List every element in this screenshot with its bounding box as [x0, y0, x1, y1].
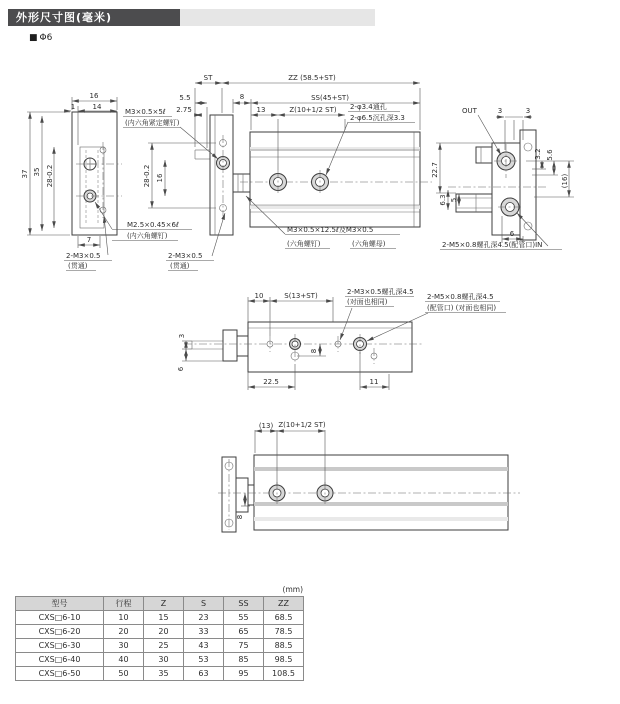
cell-ss: 95	[224, 667, 264, 681]
col-zz: ZZ	[264, 597, 304, 611]
dim-28-tol-main: 28-0.2	[143, 164, 151, 188]
left-end-view	[72, 112, 122, 235]
top-view-body	[184, 322, 424, 372]
dim-6-3: 6.3	[439, 194, 447, 206]
square-bullet-icon: ■	[29, 33, 38, 43]
middle-drawing	[0, 284, 620, 400]
dim-37: 37	[21, 169, 29, 179]
dim-3-a: 3	[497, 107, 503, 115]
col-model: 型号	[16, 597, 104, 611]
dim-3-mid: 3	[178, 333, 186, 339]
bottom-drawing	[0, 412, 620, 552]
bore-size-label: Φ6	[39, 33, 53, 43]
dim-3-b: 3	[525, 107, 531, 115]
bore-size-heading	[29, 33, 52, 43]
label-plate-tap-sub: (贯通)	[170, 262, 190, 270]
section-header	[8, 9, 180, 26]
dim-2-75: 2.75	[176, 106, 192, 114]
cell-z: 20	[144, 625, 184, 639]
cell-stroke: 40	[104, 653, 144, 667]
cell-z: 35	[144, 667, 184, 681]
dim-14: 14	[92, 103, 102, 111]
dim-8-bottom: 8	[236, 514, 244, 520]
label-side-tap-sub: (对面也相同)	[347, 298, 388, 306]
dim-st: ST	[203, 74, 213, 82]
label-pipe-port-sub: (配管口) (对面也相同)	[427, 304, 497, 312]
col-s: S	[184, 597, 224, 611]
cell-zz: 98.5	[264, 653, 304, 667]
dim-22-7: 22.7	[431, 162, 439, 178]
dim-5-5: 5.5	[179, 94, 191, 102]
label-hex-screw-sub1: (六角螺钉)	[287, 240, 321, 248]
dim-16-paren: (16)	[561, 173, 569, 189]
cell-s: 33	[184, 625, 224, 639]
cell-ss: 55	[224, 611, 264, 625]
cell-ss: 75	[224, 639, 264, 653]
unit-label: (mm)	[282, 585, 303, 594]
label-hex-nut-sub2: (六角螺母)	[352, 240, 386, 248]
col-ss: SS	[224, 597, 264, 611]
dim-22-5: 22.5	[263, 378, 279, 386]
cell-zz: 78.5	[264, 625, 304, 639]
dim-s: S(13+ST)	[284, 292, 318, 300]
dim-8-mid: 8	[310, 348, 318, 354]
cell-z: 30	[144, 653, 184, 667]
dim-35: 35	[33, 167, 41, 177]
dim-28-tol: 28-0.2	[46, 164, 54, 188]
dim-7: 7	[86, 236, 92, 244]
cell-zz: 68.5	[264, 611, 304, 625]
dim-zz: ZZ (58.5+ST)	[288, 74, 336, 82]
dim-z: Z(10+1/2 ST)	[289, 106, 337, 114]
cell-model: CXS□6-50	[16, 667, 104, 681]
dim-6-mid: 6	[177, 366, 185, 372]
dim-16-top: 16	[89, 92, 99, 100]
dim-10: 10	[254, 292, 264, 300]
dim-z-bottom: Z(10+1/2 ST)	[278, 421, 326, 429]
main-side-view-dimensions	[123, 74, 420, 271]
top-drawing	[0, 52, 620, 284]
dim-16-main: 16	[156, 173, 164, 183]
cell-s: 43	[184, 639, 224, 653]
cell-zz: 108.5	[264, 667, 304, 681]
table-row	[16, 611, 304, 625]
main-side-view	[195, 115, 432, 235]
label-through-hole: 2-φ3.4通孔	[350, 103, 387, 111]
dim-13-paren: (13)	[258, 422, 274, 430]
table-row	[16, 625, 304, 639]
dimension-table	[15, 596, 304, 681]
cell-model: CXS□6-30	[16, 639, 104, 653]
bottom-view-body	[218, 455, 520, 532]
table-row	[16, 667, 304, 681]
cell-model: CXS□6-40	[16, 653, 104, 667]
cell-stroke: 50	[104, 667, 144, 681]
dim-1: 1	[70, 103, 76, 111]
cell-z: 25	[144, 639, 184, 653]
col-stroke: 行程	[104, 597, 144, 611]
cell-ss: 65	[224, 625, 264, 639]
right-end-view	[448, 130, 546, 240]
top-view-dimensions	[177, 287, 506, 390]
label-left-tap-sub: (贯通)	[68, 262, 88, 270]
cell-stroke: 10	[104, 611, 144, 625]
col-z: Z	[144, 597, 184, 611]
cell-model: CXS□6-10	[16, 611, 104, 625]
label-out-port: OUT	[462, 107, 477, 115]
label-pipe-port: 2-M5×0.8螺孔深4.5	[427, 293, 494, 301]
table-row	[16, 639, 304, 653]
cell-ss: 85	[224, 653, 264, 667]
cell-s: 63	[184, 667, 224, 681]
label-plate-tap: 2-M3×0.5	[168, 252, 203, 260]
dim-ss: SS(45+ST)	[311, 94, 349, 102]
dim-3-2: 3.2	[534, 148, 542, 160]
table-header-row	[16, 597, 304, 611]
dim-11: 11	[369, 378, 379, 386]
dim-13: 13	[256, 106, 266, 114]
cell-z: 15	[144, 611, 184, 625]
cell-model: CXS□6-20	[16, 625, 104, 639]
label-counterbore: 2-φ6.5沉孔深3.3	[350, 114, 405, 122]
label-hex-screw: M3×0.5×12.5ℓ及M3×0.5	[287, 226, 374, 234]
dim-5-6: 5.6	[546, 149, 554, 161]
label-in-port: 2-M5×0.8螺孔深4.5(配管口)IN	[442, 241, 543, 249]
cell-s: 23	[184, 611, 224, 625]
dim-6: 6	[509, 230, 515, 238]
label-m25-screw-sub: (内六角螺钉)	[127, 232, 168, 240]
dim-5: 5	[450, 197, 458, 203]
right-end-view-dimensions	[431, 107, 574, 250]
label-set-screw: M3×0.5×5ℓ	[125, 108, 166, 116]
dim-8: 8	[239, 93, 245, 101]
section-header-extension	[180, 9, 375, 26]
section-header-title: 外形尺寸图(毫米)	[16, 11, 113, 24]
label-side-tap: 2-M3×0.5螺孔深4.5	[347, 288, 414, 296]
cell-stroke: 30	[104, 639, 144, 653]
label-left-tap: 2-M3×0.5	[66, 252, 101, 260]
table-row	[16, 653, 304, 667]
cell-s: 53	[184, 653, 224, 667]
label-m25-screw: M2.5×0.45×6ℓ	[127, 221, 179, 229]
cell-zz: 88.5	[264, 639, 304, 653]
cell-stroke: 20	[104, 625, 144, 639]
label-set-screw-sub: (内六角紧定螺钉)	[125, 119, 180, 127]
